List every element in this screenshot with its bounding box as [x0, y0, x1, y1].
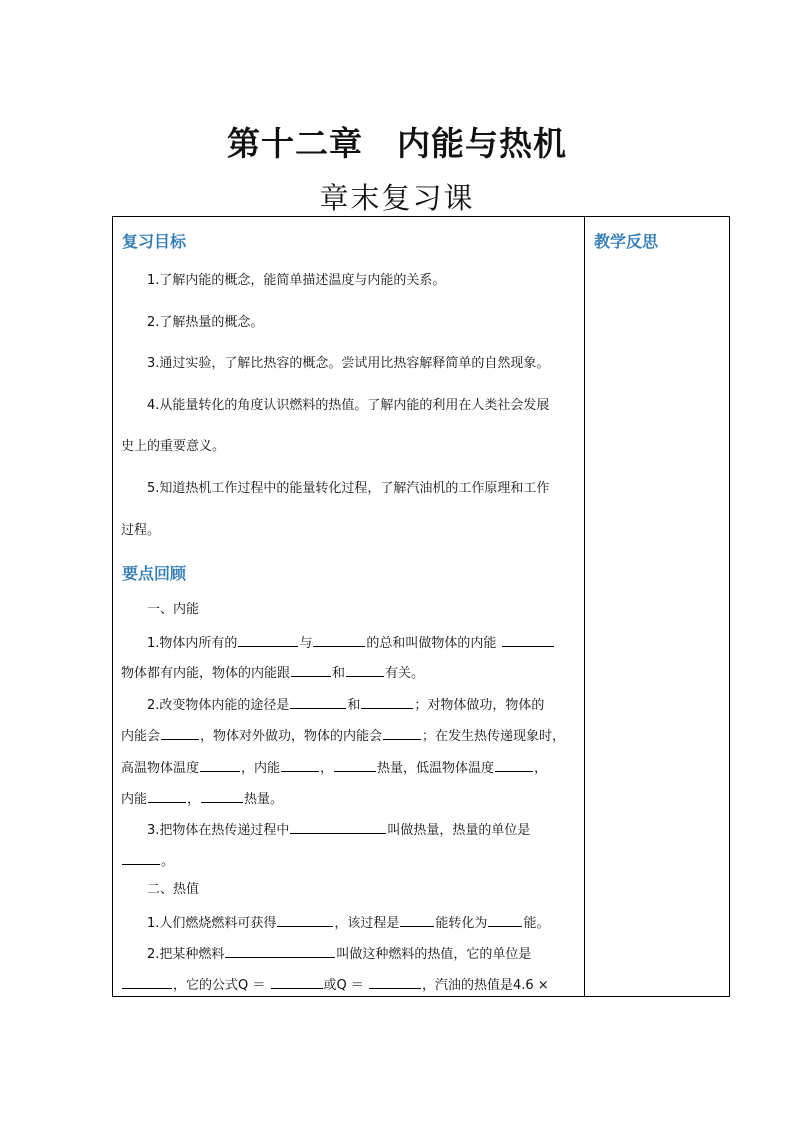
lesson-table — [112, 216, 730, 997]
fill-blank[interactable] — [291, 663, 331, 677]
section-heat-value: 二、热值 — [147, 882, 200, 897]
fill-blank[interactable] — [271, 975, 323, 989]
point-2-line1: 2.改变物体内能的途径是 和 ；对物体做功，物体的 — [147, 695, 584, 714]
point-3-line2: 。 — [121, 851, 583, 870]
fill-blank[interactable] — [313, 633, 365, 647]
goal-2: 2.了解热量的概念。 — [147, 315, 264, 330]
goal-1: 1.了解内能的概念，能简单描述温度与内能的关系。 — [147, 273, 446, 288]
point-1-line1: 1.物体内所有的 与 的总和叫做物体的内能 — [147, 633, 584, 652]
goal-4: 4.从能量转化的角度认识燃料的热值。了解内能的利用在人类社会发展 — [147, 398, 550, 413]
fill-blank[interactable] — [369, 975, 421, 989]
review-heading: 要点回顾 — [122, 564, 187, 583]
point-2-line4: 内能 ， 热量。 — [121, 789, 583, 808]
page-title: 第十二章 内能与热机 — [227, 124, 567, 163]
fill-blank[interactable] — [161, 726, 199, 740]
goal-5-cont: 过程。 — [121, 523, 161, 538]
point-2-line2: 内能会 ，物体对外做功，物体的内能会 ；在发生热传递现象时， — [121, 726, 583, 745]
fill-blank[interactable] — [200, 758, 240, 772]
point-2-line3: 高温物体温度 ，内能 ， 热量，低温物体温度 ， — [121, 758, 583, 777]
fill-blank[interactable] — [238, 633, 298, 647]
fill-blank[interactable] — [334, 758, 376, 772]
fill-blank[interactable] — [122, 851, 160, 865]
fill-blank[interactable] — [201, 789, 243, 803]
fill-blank[interactable] — [383, 726, 421, 740]
fill-blank[interactable] — [148, 789, 186, 803]
reflection-column — [585, 217, 730, 996]
heat-point-2-line2: ，它的公式Q ＝ 或Q ＝ ，汽油的热值是4.6 × — [121, 975, 583, 994]
fill-blank[interactable] — [488, 913, 522, 927]
fill-blank[interactable] — [277, 913, 333, 927]
goal-3: 3.通过实验，了解比热容的概念。尝试用比热容解释简单的自然现象。 — [147, 356, 550, 371]
fill-blank[interactable] — [400, 913, 434, 927]
fill-blank[interactable] — [495, 758, 533, 772]
point-1-line2: 物体都有内能，物体的内能跟 和 有关。 — [121, 663, 583, 682]
point-3-line1: 3.把物体在热传递过程中 叫做热量，热量的单位是 — [147, 820, 584, 839]
fill-blank[interactable] — [225, 944, 335, 958]
section-internal-energy: 一、内能 — [147, 602, 200, 617]
goal-4-cont: 史上的重要意义。 — [121, 439, 226, 454]
fill-blank[interactable] — [290, 695, 346, 709]
main-column — [113, 217, 584, 996]
reflection-heading: 教学反思 — [594, 232, 659, 251]
fill-blank[interactable] — [290, 820, 386, 834]
fill-blank[interactable] — [122, 975, 172, 989]
fill-blank[interactable] — [502, 633, 554, 647]
page-subtitle: 章末复习课 — [319, 181, 475, 215]
goals-heading: 复习目标 — [122, 232, 187, 251]
fill-blank[interactable] — [346, 663, 384, 677]
heat-point-2-line1: 2.把某种燃料 叫做这种燃料的热值，它的单位是 — [147, 944, 584, 963]
fill-blank[interactable] — [361, 695, 413, 709]
heat-point-1: 1.人们燃烧燃料可获得 ，该过程是 能转化为 能。 — [147, 913, 584, 932]
goal-5: 5.知道热机工作过程中的能量转化过程，了解汽油机的工作原理和工作 — [147, 481, 550, 496]
fill-blank[interactable] — [281, 758, 319, 772]
